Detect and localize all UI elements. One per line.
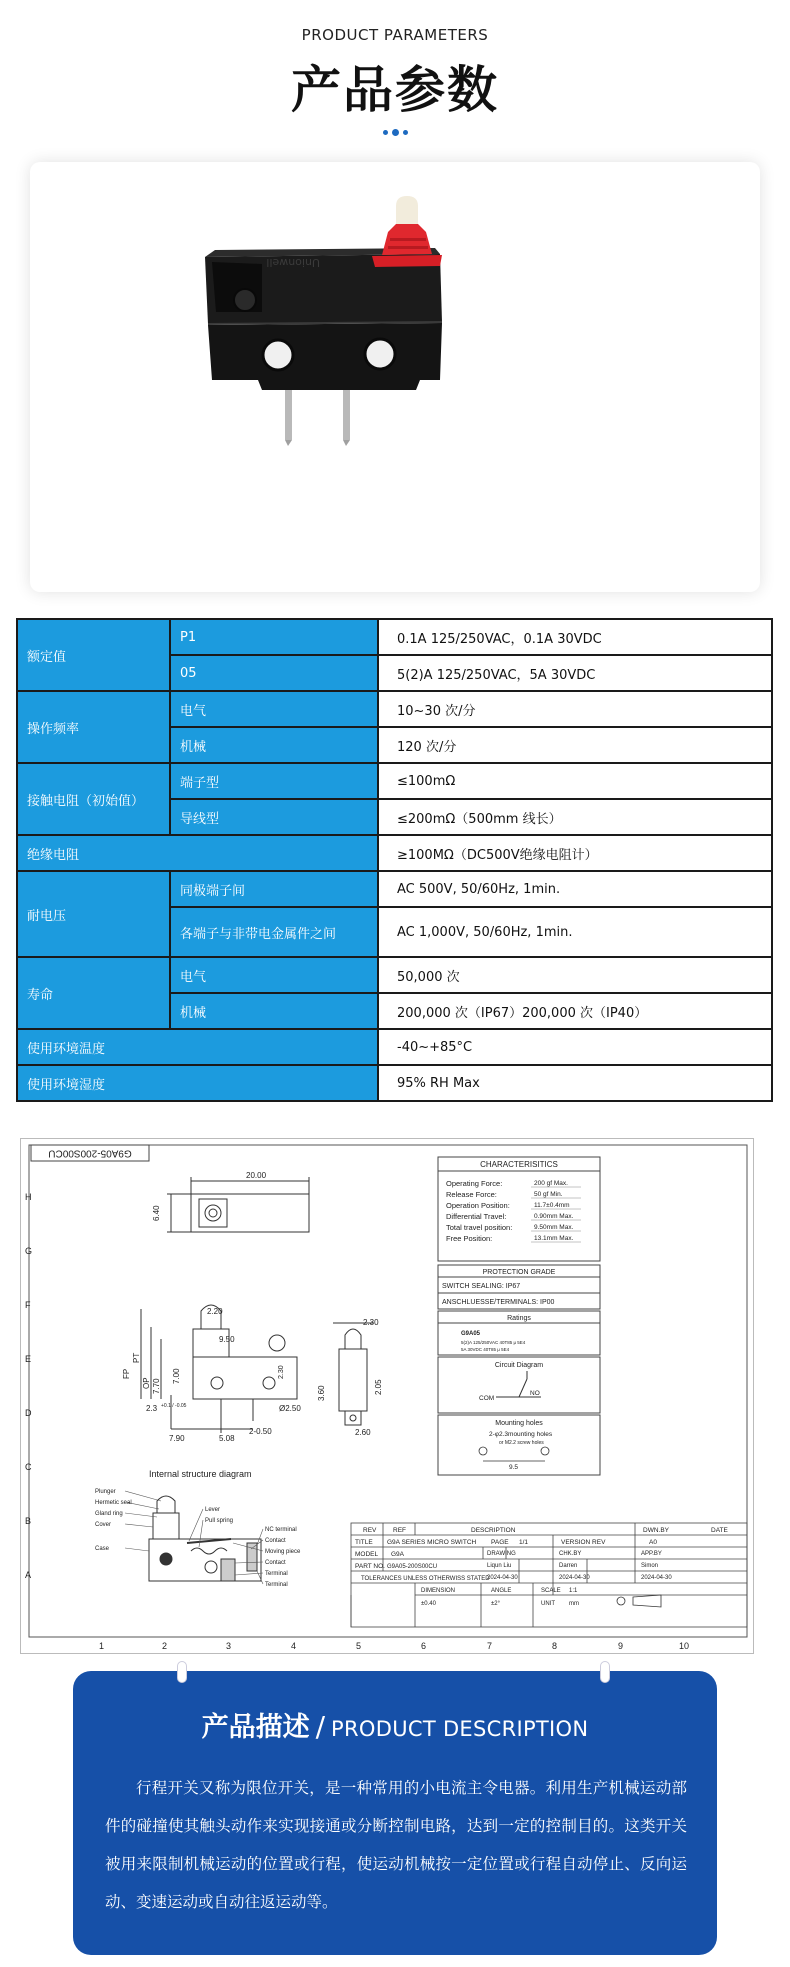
side-view (333, 1323, 373, 1425)
tb-app-label: APP.BY (641, 1551, 662, 1557)
description-title (73, 1705, 717, 1744)
dim-230-front: 2.30 (278, 1365, 285, 1379)
internal-label: Terminal (265, 1571, 288, 1577)
char-value: 50 gf Min. (534, 1191, 563, 1198)
table-row (17, 835, 772, 871)
char-value: 11.7±0.4mm (534, 1202, 570, 1209)
circuit-no: NO (530, 1390, 540, 1397)
mounting-hole-left (263, 340, 293, 370)
dim-700: 7.00 (172, 1368, 181, 1384)
char-label: Release Force: (446, 1190, 497, 1199)
dim-770: 7.70 (152, 1378, 161, 1394)
param-rated-sub-2: 05 (170, 655, 378, 691)
dim-fp: FP (122, 1368, 131, 1379)
param-rated-value-1: 0.1A 125/250VAC，0.1A 30VDC (378, 619, 772, 655)
tb-dwn-by: DWN.BY (643, 1527, 669, 1534)
param-freq-label: 操作频率 (17, 691, 170, 763)
ratings-line-3: 5A 30VDC 40T85 μ 5E4 (461, 1347, 510, 1352)
table-row (17, 1065, 772, 1101)
param-contact-sub-2: 导线型 (170, 799, 378, 835)
mounting-dim: 9.5 (509, 1464, 519, 1471)
col-number: 6 (421, 1641, 427, 1651)
ratings-line-2: 5(2)A 125/250VAC 40T85 μ 5E4 (461, 1340, 526, 1345)
tb-scale-label: SCALE (541, 1588, 561, 1594)
product-photo-card (30, 162, 760, 592)
tb-part-value: G9A05-200S00CU (387, 1564, 438, 1570)
param-life-value-1: 50,000 次 (378, 957, 772, 993)
tb-model-label: MODEL (355, 1551, 379, 1558)
internal-label: Case (95, 1546, 110, 1552)
parameters-table (16, 618, 773, 1102)
tb-dimension-value: ±0.40 (421, 1601, 436, 1607)
dim-790: 7.90 (169, 1434, 185, 1443)
part-label-rotated: G9A05-200S00CU (48, 1147, 132, 1159)
col-number: 1 (99, 1641, 105, 1651)
front-view (141, 1305, 297, 1433)
dim-950: 9.50 (219, 1335, 235, 1344)
internal-structure-title: Internal structure diagram (149, 1469, 252, 1479)
plunger-tip (396, 196, 418, 224)
dim-360: 3.60 (317, 1385, 326, 1401)
row-letter: A (25, 1570, 32, 1580)
protection-sealing: SWITCH SEALING: IP67 (442, 1283, 521, 1290)
description-title-slash: / (315, 1710, 326, 1743)
param-life-sub-1: 电气 (170, 957, 378, 993)
tb-date-3: 2024-04-30 (641, 1575, 672, 1581)
tb-version-label: VERSION REV (561, 1539, 606, 1546)
param-voltage-label: 耐电压 (17, 871, 170, 957)
tb-tolerances: TOLERANCES UNLESS OTHERWISS STATED (361, 1576, 490, 1582)
lever-pivot (234, 289, 256, 311)
ratings-line-1: G9A05 (461, 1331, 481, 1337)
projection-symbol-icon (617, 1595, 661, 1607)
tb-angle-value: ±2° (491, 1601, 501, 1607)
section-subtitle: PRODUCT PARAMETERS (301, 26, 489, 44)
svg-text:Unionwell: Unionwell (266, 256, 320, 269)
param-life-label: 寿命 (17, 957, 170, 1029)
internal-label: Pull spring (205, 1518, 234, 1524)
mounting-line-2: or M2.2 screw holes (499, 1440, 544, 1446)
tb-dimension-label: DIMENSION (421, 1588, 456, 1594)
param-freq-value-2: 120 次/分 (378, 727, 772, 763)
char-label: Free Position: (446, 1234, 493, 1243)
char-value: 9.50mm Max. (534, 1224, 574, 1231)
dim-050: 2-0.50 (249, 1427, 272, 1436)
col-number: 8 (552, 1641, 558, 1651)
col-number: 10 (679, 1641, 690, 1651)
tb-date: DATE (711, 1527, 728, 1534)
tb-rev: REV (363, 1527, 377, 1534)
param-voltage-value-1: AC 500V, 50/60Hz, 1min. (378, 871, 772, 907)
terminal-pin-left (285, 390, 292, 440)
tb-unit-value: mm (569, 1601, 579, 1607)
mounting-line-1: 2-φ2.3mounting holes (489, 1431, 553, 1438)
section-title: 产品参数 (291, 61, 499, 119)
internal-label: NC terminal (265, 1527, 297, 1533)
circuit-title: Circuit Diagram (494, 1362, 544, 1369)
tb-page-label: PAGE (491, 1539, 509, 1546)
char-value: 0.90mm Max. (534, 1213, 574, 1220)
internal-label: Moving piece (265, 1549, 301, 1555)
row-letter: E (25, 1354, 32, 1364)
tb-ref: REF (393, 1527, 406, 1534)
internal-label: Contact (265, 1538, 286, 1544)
table-row (17, 763, 772, 799)
param-humidity-value: 95% RH Max (378, 1065, 772, 1101)
technical-drawing-svg (21, 1139, 755, 1655)
plunger-base (372, 255, 442, 267)
mounting-hole-right (365, 339, 395, 369)
dim-205: 2.05 (374, 1379, 383, 1395)
tb-unit-label: UNIT (541, 1601, 555, 1607)
table-row (17, 957, 772, 993)
param-voltage-sub-1: 同极端子间 (170, 871, 378, 907)
internal-label: Cover (95, 1522, 112, 1528)
param-temp-label: 使用环境温度 (17, 1029, 378, 1065)
param-life-value-2: 200,000 次（IP67）200,000 次（IP40） (378, 993, 772, 1029)
switch-body-lower (208, 323, 442, 390)
tb-version-value: A0 (649, 1539, 657, 1546)
param-rated-value-2: 5(2)A 125/250VAC，5A 30VDC (378, 655, 772, 691)
dim-640: 6.40 (152, 1205, 161, 1221)
table-row (17, 691, 772, 727)
col-number: 5 (356, 1641, 362, 1651)
param-freq-sub-2: 机械 (170, 727, 378, 763)
internal-label: Terminal (265, 1582, 288, 1588)
col-number: 3 (226, 1641, 232, 1651)
param-contact-value-2: ≤200mΩ（500mm 线长） (378, 799, 772, 835)
param-contact-label: 接触电阻（初始值） (17, 763, 170, 835)
tb-date-2: 2024-04-30 (559, 1575, 590, 1581)
tb-model-value: G9A (391, 1551, 405, 1558)
mounting-title: Mounting holes (495, 1420, 543, 1427)
param-voltage-value-2: AC 1,000V, 50/60Hz, 1min. (378, 907, 772, 957)
col-number: 2 (162, 1641, 168, 1651)
dim-23-tolerance: +0.1 / -0.05 (161, 1403, 187, 1409)
param-insulation-label: 绝缘电阻 (17, 835, 378, 871)
dim-260: 2.60 (355, 1428, 371, 1437)
internal-label: Contact (265, 1560, 286, 1566)
table-row (17, 871, 772, 907)
param-insulation-value: ≥100MΩ（DC500V绝缘电阻计） (378, 835, 772, 871)
param-freq-sub-1: 电气 (170, 691, 378, 727)
param-contact-sub-1: 端子型 (170, 763, 378, 799)
internal-label: Plunger (95, 1489, 116, 1495)
row-letter: F (25, 1300, 31, 1310)
clip-decoration (177, 1661, 187, 1683)
col-number: 7 (487, 1641, 493, 1651)
char-label: Differential Travel: (446, 1212, 507, 1221)
product-description-card (73, 1671, 717, 1955)
tb-scale-value: 1:1 (569, 1588, 578, 1594)
tb-app-value: Simon (641, 1563, 659, 1569)
col-number: 4 (291, 1641, 297, 1651)
dim-pt: PT (132, 1352, 141, 1363)
protection-terminals: ANSCHLUESSE/TERMINALS: IP00 (442, 1299, 555, 1306)
char-value: 13.1mm Max. (534, 1235, 574, 1242)
dim-23: 2.3 (146, 1404, 158, 1413)
tb-description: DESCRIPTION (471, 1527, 516, 1534)
row-letter: G (25, 1246, 33, 1256)
technical-drawing (20, 1138, 754, 1654)
char-label: Operation Position: (446, 1201, 510, 1210)
row-letter: B (25, 1516, 32, 1526)
protection-title: PROTECTION GRADE (482, 1269, 556, 1276)
tb-drawing-label: DRAWING (487, 1551, 516, 1557)
top-view (167, 1177, 309, 1232)
description-title-cn: 产品描述 (201, 1712, 310, 1743)
param-rated-sub-1: P1 (170, 619, 378, 655)
tb-title-value: G9A SERIES MICRO SWITCH (387, 1539, 477, 1546)
tb-part-label: PART NO. (355, 1563, 385, 1570)
description-title-en: PRODUCT DESCRIPTION (331, 1717, 589, 1741)
row-letter: C (25, 1462, 32, 1472)
internal-label: Gland ring (95, 1511, 123, 1517)
param-rated-label: 额定值 (17, 619, 170, 691)
internal-label: Hermetic seal (95, 1500, 132, 1506)
dim-220: 2.20 (207, 1307, 223, 1316)
param-temp-value: -40~+85°C (378, 1029, 772, 1065)
param-contact-value-1: ≤100mΩ (378, 763, 772, 799)
char-value: 200 gf Max. (534, 1180, 568, 1187)
param-life-sub-2: 机械 (170, 993, 378, 1029)
tb-drawing-value: Liqun Liu (487, 1563, 512, 1569)
internal-label: Lever (205, 1507, 221, 1513)
ratings-title: Ratings (507, 1315, 531, 1322)
param-freq-value-1: 10~30 次/分 (378, 691, 772, 727)
tb-angle-label: ANGLE (491, 1588, 512, 1594)
char-label: Operating Force: (446, 1179, 503, 1188)
characteristics-title: CHARACTERISITICS (480, 1160, 558, 1169)
dim-op: OP (142, 1377, 151, 1389)
table-row (17, 1029, 772, 1065)
row-letter: H (25, 1192, 32, 1202)
mounting-holes-symbol (479, 1447, 549, 1461)
tb-chk-label: CHK.BY (559, 1551, 582, 1557)
dim-508: 5.08 (219, 1434, 235, 1443)
tb-date-1: 2024-04-30 (487, 1575, 518, 1581)
dim-250: Ø2.50 (279, 1404, 301, 1413)
char-label: Total travel position: (446, 1223, 513, 1232)
circuit-com: COM (479, 1395, 495, 1402)
row-letter: D (25, 1408, 32, 1418)
dim-230-side: 2.30 (363, 1318, 379, 1327)
tb-title-label: TITLE (355, 1539, 373, 1546)
title-dots-decoration (0, 129, 790, 136)
tb-page-value: 1/1 (519, 1539, 529, 1546)
col-number: 9 (618, 1641, 624, 1651)
table-row (17, 619, 772, 655)
description-body: 行程开关又称为限位开关，是一种常用的小电流主令电器。利用生产机械运动部件的碰撞使其触头动作来实现接通或分断控制电路，达到一定的控制目的。这类开关被用来限制机械运动的位置或行程，使运动机械按一定位置或行程自动停止、反向运动、变速运动或自动往返运动等。 (105, 1779, 687, 1911)
terminal-pin-right (343, 390, 350, 440)
param-voltage-sub-2: 各端子与非带电金属件之间 (170, 907, 378, 957)
tb-chk-value: Darren (559, 1563, 578, 1569)
product-photo (30, 162, 760, 592)
dim-20: 20.00 (246, 1171, 267, 1180)
clip-decoration (600, 1661, 610, 1683)
param-humidity-label: 使用环境湿度 (17, 1065, 378, 1101)
